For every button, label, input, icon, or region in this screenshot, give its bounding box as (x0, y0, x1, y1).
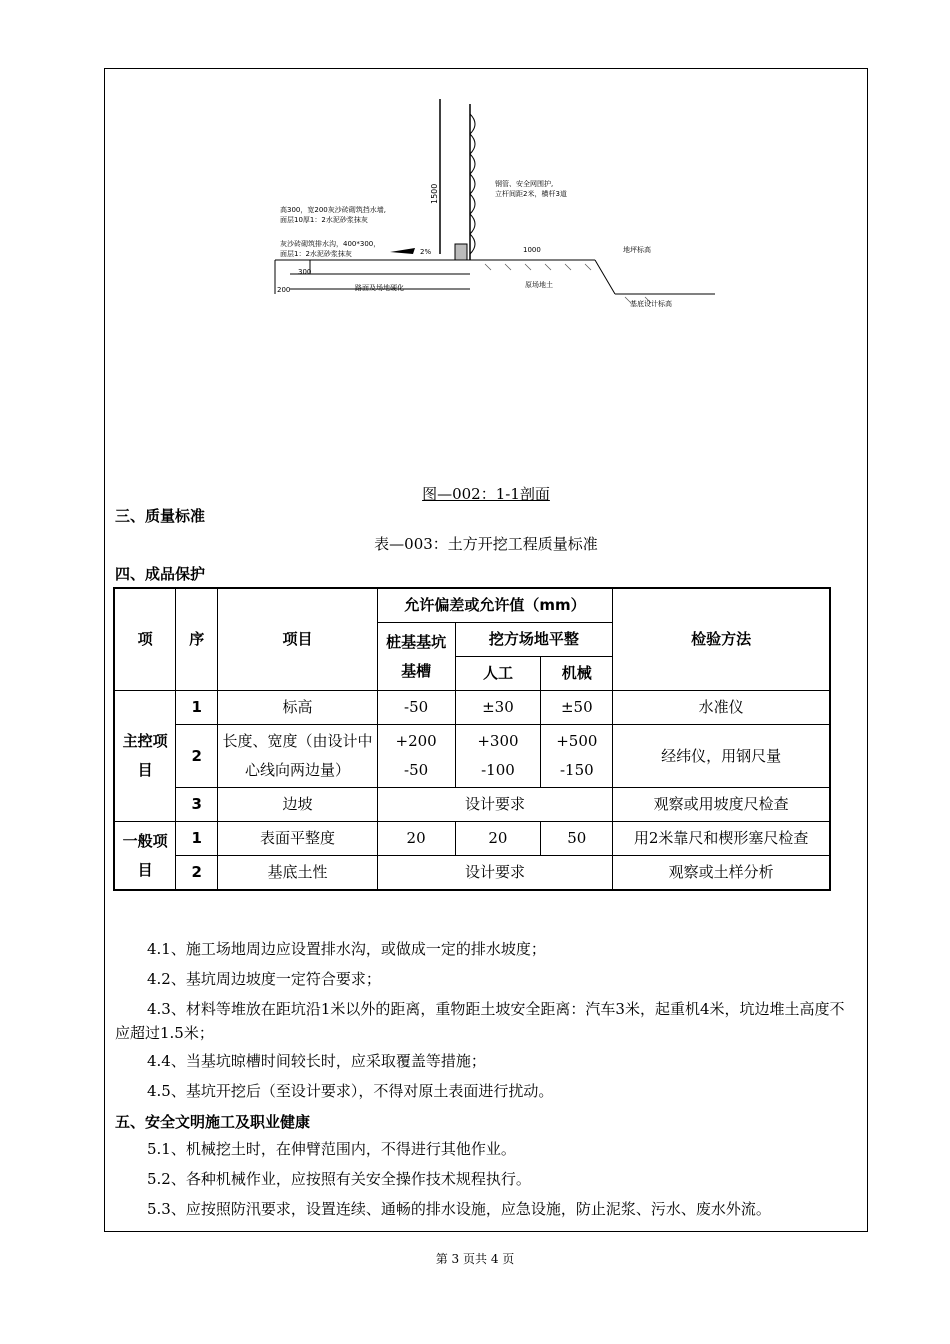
cell: +500 -150 (541, 725, 613, 788)
header-seq: 序 (176, 588, 218, 691)
header-pile: 桩基基坑基槽 (377, 623, 455, 691)
label-pit: 基底设计标高 (630, 300, 672, 308)
cell: 2 (176, 856, 218, 891)
header-allowance: 允许偏差或允许值（mm） (377, 588, 613, 623)
dim-200: 200 (277, 286, 291, 294)
safety-item: 5.3、应按照防汛要求，设置连续、通畅的排水设施，应急设施，防止泥浆、污水、废水外流。 (147, 1200, 771, 1218)
table-row (114, 822, 830, 856)
dim-height: 1500 (430, 183, 439, 204)
cell: 设计要求 (377, 856, 613, 891)
cell: 用2米靠尺和楔形塞尺检查 (613, 822, 830, 856)
section-4-heading: 四、成品保护 (115, 565, 206, 583)
label-road: 路面及场地硬化 (355, 284, 404, 292)
cell: 1 (176, 822, 218, 856)
cell: 20 (455, 822, 541, 856)
cell: 表面平整度 (218, 822, 377, 856)
label-slope: 2% (420, 248, 432, 256)
cell: ±30 (455, 691, 541, 725)
table-caption: 表—003：土方开挖工程质量标准 (374, 535, 598, 553)
dim-1000: 1000 (523, 246, 541, 254)
header-name: 项目 (218, 588, 377, 691)
header-method: 检验方法 (613, 588, 830, 691)
figure-caption: 图—002：1-1剖面 (422, 485, 550, 503)
cell: 水准仪 (613, 691, 830, 725)
table-row (114, 725, 830, 788)
label-wall1: 高300，宽200灰沙砖砌筑挡水墙, (280, 206, 386, 214)
header-level: 挖方场地平整 (455, 623, 613, 657)
cell: -50 (377, 691, 455, 725)
cell: 基底土性 (218, 856, 377, 891)
page-frame (104, 68, 868, 1232)
header-manual: 人工 (455, 657, 541, 691)
label-railing2: 立杆间距2米，横杆3道 (495, 190, 567, 198)
cell: 50 (541, 822, 613, 856)
group-general: 一般项目 (114, 822, 176, 891)
label-ground: 地坪标高 (623, 246, 651, 254)
label-railing: 钢管、安全网围护, (495, 180, 554, 188)
header-item: 项 (114, 588, 176, 691)
cell: 2 (176, 725, 218, 788)
label-soil: 原场地土 (525, 281, 553, 289)
cell: 1 (176, 691, 218, 725)
table-row (114, 691, 830, 725)
section-5-heading: 五、安全文明施工及职业健康 (115, 1113, 311, 1131)
section-3-heading: 三、质量标准 (115, 507, 206, 525)
protect-item: 4.3、材料等堆放在距坑沿1米以外的距离，重物距土坡安全距离：汽车3米，起重机4米，坑边堆土高度不应超过1.5米； (115, 1000, 845, 1042)
label-ditch1: 灰沙砖砌筑排水沟，400*300， (280, 240, 381, 248)
protect-item: 4.2、基坑周边坡度一定符合要求； (147, 970, 381, 988)
protect-item: 4.5、基坑开挖后（至设计要求），不得对原土表面进行扰动。 (147, 1082, 554, 1100)
section-drawing (255, 94, 715, 324)
cell: 观察或用坡度尺检查 (613, 788, 830, 822)
label-ditch2: 面层1：2水泥砂浆抹灰 (280, 250, 352, 258)
cell: 3 (176, 788, 218, 822)
cell: 设计要求 (377, 788, 613, 822)
header-machine: 机械 (541, 657, 613, 691)
cell: 20 (377, 822, 455, 856)
cell: 经纬仪，用钢尺量 (613, 725, 830, 788)
cell: ±50 (541, 691, 613, 725)
protect-item: 4.1、施工场地周边应设置排水沟，或做成一定的排水坡度； (147, 940, 546, 958)
cell: 长度、宽度（由设计中心线向两边量） (218, 725, 377, 788)
cell: 标高 (218, 691, 377, 725)
cell: 边坡 (218, 788, 377, 822)
quality-table (113, 587, 831, 891)
page-footer: 第 3 页共 4 页 (435, 1252, 515, 1266)
group-main: 主控项目 (114, 691, 176, 822)
table-row (114, 788, 830, 822)
cell: 观察或土样分析 (613, 856, 830, 891)
label-wall2: 面层10厚1：2水泥砂浆抹灰 (280, 216, 368, 224)
cell: +300 -100 (455, 725, 541, 788)
safety-item: 5.2、各种机械作业，应按照有关安全操作技术规程执行。 (147, 1170, 531, 1188)
table-row (114, 856, 830, 891)
dim-300: 300 (298, 268, 312, 276)
cell: +200 -50 (377, 725, 455, 788)
safety-item: 5.1、机械挖土时，在伸臂范围内，不得进行其他作业。 (147, 1140, 516, 1158)
protect-item: 4.4、当基坑晾槽时间较长时，应采取覆盖等措施； (147, 1052, 486, 1070)
